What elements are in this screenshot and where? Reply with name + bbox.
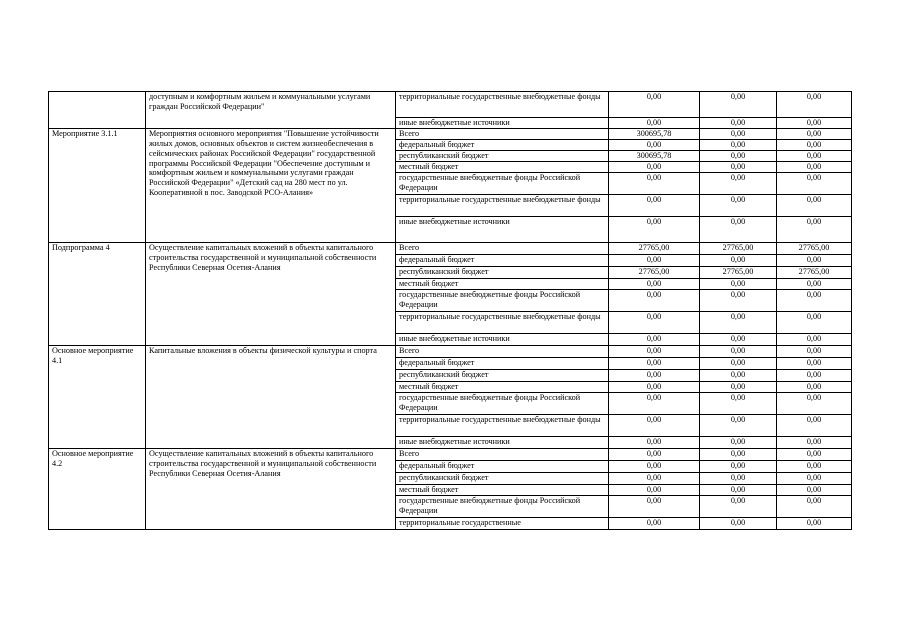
amount-cell: 0,00	[777, 485, 852, 496]
funding-source: государственные внебюджетные фонды Российской Федерации	[396, 496, 609, 518]
amount-cell: 0,00	[777, 346, 852, 358]
amount-cell: 0,00	[609, 312, 700, 334]
amount-cell: 0,00	[609, 140, 700, 151]
amount-cell: 0,00	[609, 358, 700, 370]
amount-cell: 0,00	[609, 461, 700, 473]
amount-cell: 0,00	[700, 437, 777, 449]
amount-cell: 0,00	[777, 162, 852, 173]
amount-cell: 0,00	[609, 415, 700, 437]
funding-source: государственные внебюджетные фонды Российской Федерации	[396, 393, 609, 415]
measure-id: Мероприятие 3.1.1	[49, 129, 146, 243]
amount-cell: 0,00	[700, 279, 777, 290]
funding-source: федеральный бюджет	[396, 255, 609, 267]
amount-cell: 0,00	[777, 437, 852, 449]
amount-cell: 0,00	[609, 173, 700, 195]
amount-cell: 27765,00	[700, 243, 777, 255]
amount-cell: 0,00	[700, 358, 777, 370]
amount-cell: 0,00	[700, 370, 777, 382]
amount-cell: 0,00	[609, 255, 700, 267]
funding-source: Всего	[396, 449, 609, 461]
amount-cell: 0,00	[609, 393, 700, 415]
amount-cell: 0,00	[777, 461, 852, 473]
funding-source: федеральный бюджет	[396, 358, 609, 370]
amount-cell: 0,00	[777, 370, 852, 382]
amount-cell: 0,00	[777, 449, 852, 461]
funding-source: Всего	[396, 129, 609, 140]
amount-cell: 0,00	[700, 173, 777, 195]
amount-cell: 27765,00	[777, 267, 852, 279]
amount-cell: 0,00	[777, 473, 852, 485]
amount-cell: 0,00	[609, 334, 700, 346]
amount-cell: 0,00	[777, 358, 852, 370]
amount-cell: 0,00	[700, 140, 777, 151]
amount-cell: 0,00	[609, 162, 700, 173]
funding-source: Всего	[396, 346, 609, 358]
amount-cell: 0,00	[777, 140, 852, 151]
measure-id: Основное мероприятие 4.2	[49, 449, 146, 530]
amount-cell: 0,00	[609, 518, 700, 530]
amount-cell: 0,00	[700, 415, 777, 437]
amount-cell: 0,00	[777, 92, 852, 118]
amount-cell: 0,00	[700, 118, 777, 129]
amount-cell: 0,00	[700, 162, 777, 173]
amount-cell: 0,00	[700, 485, 777, 496]
amount-cell: 0,00	[777, 173, 852, 195]
funding-source: республиканский бюджет	[396, 370, 609, 382]
measure-id	[49, 92, 146, 129]
amount-cell: 0,00	[609, 217, 700, 243]
amount-cell: 0,00	[700, 129, 777, 140]
amount-cell: 0,00	[777, 118, 852, 129]
funding-source: иные внебюджетные источники	[396, 118, 609, 129]
amount-cell: 0,00	[700, 461, 777, 473]
amount-cell: 0,00	[700, 346, 777, 358]
funding-source: территориальные государственные внебюджетные фонды	[396, 92, 609, 118]
measure-id: Основное мероприятие 4.1	[49, 346, 146, 449]
measure-description: Капитальные вложения в объекты физической культуры и спорта	[146, 346, 396, 449]
funding-source: местный бюджет	[396, 279, 609, 290]
amount-cell: 0,00	[777, 334, 852, 346]
funding-source: иные внебюджетные источники	[396, 437, 609, 449]
funding-source: территориальные государственные	[396, 518, 609, 530]
measure-description: Осуществление капитальных вложений в объекты капитального строительства государственной и муниципальной собственности Республики Северная Осетия-Алания	[146, 449, 396, 530]
amount-cell: 0,00	[609, 290, 700, 312]
amount-cell: 0,00	[777, 290, 852, 312]
amount-cell: 0,00	[609, 496, 700, 518]
amount-cell: 27765,00	[700, 267, 777, 279]
amount-cell: 0,00	[777, 393, 852, 415]
amount-cell: 0,00	[700, 518, 777, 530]
table-row	[49, 449, 852, 461]
funding-source: федеральный бюджет	[396, 461, 609, 473]
funding-source: местный бюджет	[396, 485, 609, 496]
amount-cell: 0,00	[609, 346, 700, 358]
amount-cell: 0,00	[777, 382, 852, 393]
table-row	[49, 92, 852, 118]
funding-source: государственные внебюджетные фонды Российской Федерации	[396, 290, 609, 312]
funding-source: территориальные государственные внебюджетные фонды	[396, 312, 609, 334]
amount-cell: 0,00	[777, 496, 852, 518]
amount-cell: 27765,00	[609, 267, 700, 279]
amount-cell: 0,00	[700, 496, 777, 518]
funding-source: территориальные государственные внебюджетные фонды	[396, 415, 609, 437]
amount-cell: 0,00	[609, 437, 700, 449]
funding-source: республиканский бюджет	[396, 267, 609, 279]
funding-source: республиканский бюджет	[396, 473, 609, 485]
amount-cell: 0,00	[700, 382, 777, 393]
amount-cell: 0,00	[609, 473, 700, 485]
amount-cell: 27765,00	[777, 243, 852, 255]
funding-source: местный бюджет	[396, 162, 609, 173]
amount-cell: 0,00	[700, 151, 777, 162]
amount-cell: 0,00	[609, 279, 700, 290]
measure-id: Подпрограмма 4	[49, 243, 146, 346]
amount-cell: 0,00	[700, 473, 777, 485]
amount-cell: 0,00	[777, 518, 852, 530]
amount-cell: 0,00	[777, 255, 852, 267]
amount-cell: 0,00	[700, 334, 777, 346]
amount-cell: 0,00	[609, 370, 700, 382]
table-row	[49, 129, 852, 140]
funding-table	[48, 91, 852, 530]
amount-cell: 0,00	[700, 290, 777, 312]
table-row	[49, 243, 852, 255]
amount-cell: 0,00	[777, 129, 852, 140]
amount-cell: 0,00	[700, 217, 777, 243]
amount-cell: 0,00	[700, 449, 777, 461]
amount-cell: 300695,78	[609, 151, 700, 162]
funding-source: государственные внебюджетные фонды Российской Федерации	[396, 173, 609, 195]
amount-cell: 0,00	[777, 195, 852, 217]
amount-cell: 0,00	[700, 195, 777, 217]
table-row	[49, 346, 852, 358]
amount-cell: 0,00	[700, 92, 777, 118]
amount-cell: 0,00	[777, 151, 852, 162]
measure-description: доступным и комфортным жильем и коммунальными услугами граждан Российской Федерации"	[146, 92, 396, 129]
funding-source: федеральный бюджет	[396, 140, 609, 151]
amount-cell: 0,00	[700, 393, 777, 415]
measure-description: Осуществление капитальных вложений в объекты капитального строительства государственной и муниципальной собственности Республики Северная Осетия-Алания	[146, 243, 396, 346]
amount-cell: 0,00	[777, 217, 852, 243]
amount-cell: 0,00	[777, 415, 852, 437]
amount-cell: 0,00	[700, 312, 777, 334]
amount-cell: 0,00	[609, 118, 700, 129]
amount-cell: 0,00	[777, 312, 852, 334]
measure-description: Мероприятия основного мероприятия "Повышение устойчивости жилых домов, основных объектов и систем жизнеобеспечения в сейсмических районах Российской Федерации" государственной программы Российской Федерации "Обеспечение доступным и комфортным жильем и коммунальными услугами граждан Российской Федерации" «Детский сад на 280 мест по ул. Кооперативной в пос. Заводской РСО-Алания»	[146, 129, 396, 243]
funding-source: местный бюджет	[396, 382, 609, 393]
amount-cell: 0,00	[700, 255, 777, 267]
funding-source: иные внебюджетные источники	[396, 334, 609, 346]
amount-cell: 0,00	[609, 485, 700, 496]
amount-cell: 0,00	[609, 92, 700, 118]
amount-cell: 0,00	[609, 382, 700, 393]
funding-source: республиканский бюджет	[396, 151, 609, 162]
amount-cell: 27765,00	[609, 243, 700, 255]
amount-cell: 300695,78	[609, 129, 700, 140]
amount-cell: 0,00	[777, 279, 852, 290]
amount-cell: 0,00	[609, 195, 700, 217]
funding-source: иные внебюджетные источники	[396, 217, 609, 243]
amount-cell: 0,00	[609, 449, 700, 461]
funding-source: Всего	[396, 243, 609, 255]
funding-source: территориальные государственные внебюджетные фонды	[396, 195, 609, 217]
